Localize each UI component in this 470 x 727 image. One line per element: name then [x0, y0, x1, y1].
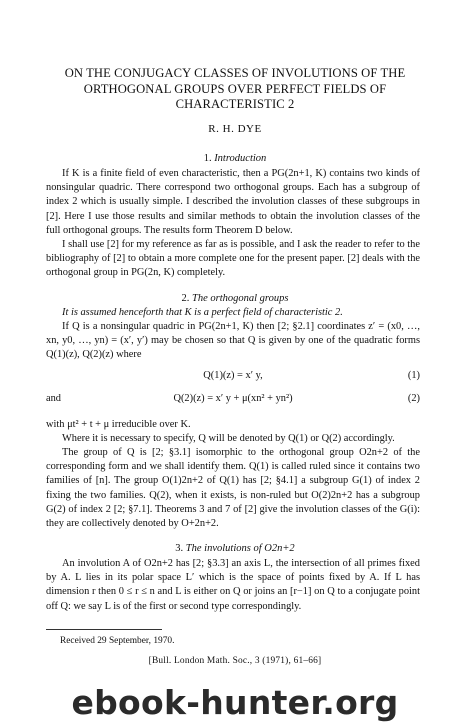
section-title: The orthogonal groups: [192, 293, 289, 304]
section-number: 2.: [181, 293, 190, 304]
irreducibility-condition: with μt² + t + μ irreducible over K.: [46, 419, 191, 430]
intro-paragraph-2: I shall use [2] for my reference as far as is possible, and I ask the reader to refer to the bibliography of [2] to obtain a more complete one for the present paper. [2] deals with the orthogonal group in PG(2n, K) completely.: [46, 239, 420, 279]
involutions-paragraph-1: An involution A of O2n+2 has [2; §3.3] an axis L, the intersection of all primes fixed by A. L lies in its polar space L′ which is the space of points fixed by A. If L has dimension r then 0 ≤ r ≤ n and L is either on Q or joins an [r−1] on Q to a conjugate point off Q: we say L is of the first or second type correspondingly.: [46, 558, 420, 612]
intro-paragraph-1: If K is a finite field of even characteristic, then a PG(2n+1, K) contains two kinds of nonsingular quadric. There correspond two orthogonal groups. Each has a subgroup of index 2 which is usually simple. I described the involution classes of these subgroups in [2]. Here I use those results and similar methods to obtain the involution classes of the full orthogonal groups. The results form Theorem D below.: [46, 168, 420, 236]
orthogonal-paragraph-3: The group of Q is [2; §3.1] isomorphic to the orthogonal group O2n+2 of the corresponding form and we shall identify them. Q(1) is called ruled since it contains two families of [n]. The group O(1)2n+2 of Q(1) has [2; §4.1] a subgroup G(1) of index 2 fixing the two families. Q(2), when it exists, is non-ruled but O(2)2n+2 has a subgroup G(2) of index 2 [2; §7.1]. Theorems 3 and 7 of [2] give the involution classes of the G(i): they are collectively denoted by O+2n+2.: [46, 447, 420, 530]
orthogonal-paragraph-1: If Q is a nonsingular quadric in PG(2n+1, K) then [2; §2.1] coordinates z′ = (x0, …, xn, y0, …, yn) = (x′, y′) may be chosen so that Q is given by one of the quadratic forms Q(1)(z), Q(2)(z) where: [46, 321, 420, 361]
equation-expression: Q(2)(z) = x′ y + μ(xn² + yn²): [173, 393, 293, 404]
equation-conjunction: and: [46, 393, 62, 404]
section-heading-orthogonal-groups: [0, 293, 470, 304]
assumption-statement: It is assumed henceforth that K is a perfect field of characteristic 2.: [62, 307, 343, 318]
equation-expression: Q(1)(z) = x′ y,: [203, 370, 263, 381]
equation-number: (2): [407, 393, 420, 404]
watermark-text: ebook-hunter.org: [71, 683, 399, 722]
orthogonal-paragraph-2: Where it is necessary to specify, Q will be denoted by Q(1) or Q(2) accordingly.: [62, 433, 395, 444]
section-number: 3.: [175, 543, 184, 554]
section-heading-involutions: [0, 543, 470, 554]
section-number: 1.: [203, 153, 212, 164]
section-title: The involutions of O2n+2: [185, 543, 295, 554]
paper-author: R. H. DYE: [208, 123, 262, 135]
equation-number: (1): [407, 370, 420, 381]
equation-2: [46, 393, 420, 409]
paper-title: ON THE CONJUGACY CLASSES OF INVOLUTIONS OF THE ORTHOGONAL GROUPS OVER PERFECT FIELDS OF CHARACTERISTIC 2: [64, 66, 406, 111]
section-heading-introduction: [0, 153, 470, 164]
received-date: Received 29 September, 1970.: [60, 636, 175, 646]
journal-citation: [Bull. London Math. Soc., 3 (1971), 61–66]: [148, 656, 322, 666]
equation-1: [46, 370, 420, 386]
footnote-rule: [46, 629, 162, 630]
section-title: Introduction: [214, 153, 267, 164]
